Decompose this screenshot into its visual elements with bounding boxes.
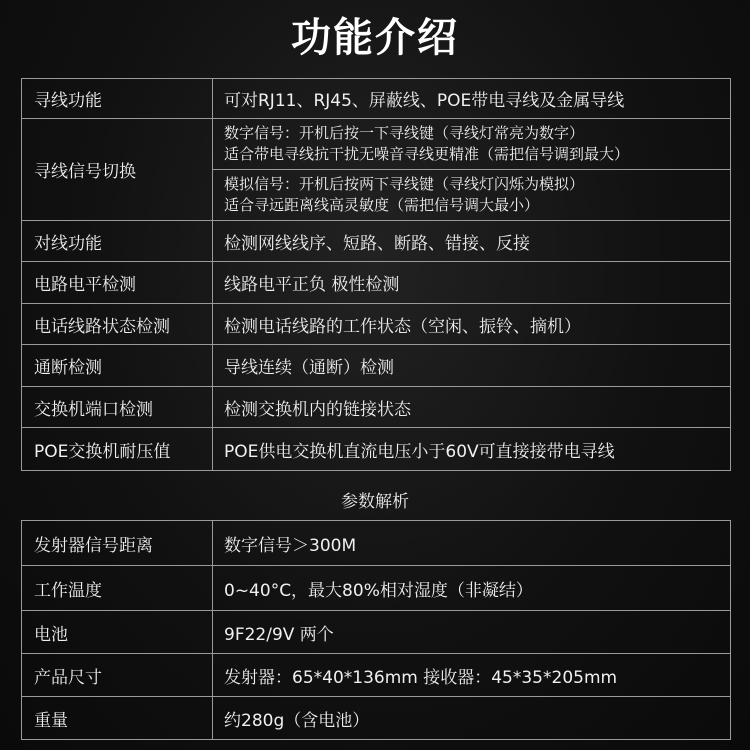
row-label: 电池 [22,611,213,654]
row-value: POE供电交换机直流电压小于60V可直接接带电寻线 [213,428,731,471]
row-label: 交换机端口检测 [22,387,213,428]
row-value-digital [213,119,731,170]
analog-line-2: 适合寻远距离线高灵敏度（需把信号调大最小） [224,196,540,214]
row-label: 电话线路状态检测 [22,304,213,345]
params-section-title: 参数解析 [341,492,409,512]
table-row [22,387,731,428]
row-value: 可对RJ11、RJ45、屏蔽线、POE带电寻线及金属导线 [213,79,731,119]
table-row [22,79,731,119]
row-label: 对线功能 [22,221,213,262]
row-value: 9F22/9V 两个 [213,611,731,654]
row-value: 0~40°C，最大80%相对湿度（非凝结） [213,566,731,611]
table-row [22,221,731,262]
row-value: 检测电话线路的工作状态（空闲、振铃、摘机） [213,304,731,345]
row-value: 导线连续（通断）检测 [213,345,731,387]
row-value: 线路电平正负 极性检测 [213,262,731,304]
row-value: 数字信号＞300M [213,521,731,566]
row-value: 检测交换机内的链接状态 [213,387,731,428]
row-label: 重量 [22,697,213,740]
row-label: 电路电平检测 [22,262,213,304]
row-label: 寻线功能 [22,79,213,119]
table-row [22,611,731,654]
features-table [21,78,731,471]
row-label: 产品尺寸 [22,654,213,697]
page-title: 功能介绍 [291,15,459,61]
table-row [22,654,731,697]
table-row [22,521,731,566]
row-value: 检测网线线序、短路、断路、错接、反接 [213,221,731,262]
table-row [22,119,731,170]
analog-line-1: 模拟信号：开机后按两下寻线键（寻线灯闪烁为模拟） [224,175,585,193]
table-row [22,697,731,740]
row-label: 通断检测 [22,345,213,387]
params-table [21,520,731,740]
row-label: 发射器信号距离 [22,521,213,566]
row-label: POE交换机耐压值 [22,428,213,471]
table-row [22,566,731,611]
row-label: 工作温度 [22,566,213,611]
row-value: 发射器：65*40*136mm 接收器：45*35*205mm [213,654,731,697]
digital-line-2: 适合带电寻线抗干扰无噪音寻线更精准（需把信号调到最大） [224,145,630,163]
table-row [22,262,731,304]
row-value: 约280g（含电池） [213,697,731,740]
table-row [22,428,731,471]
table-row [22,345,731,387]
row-value-analog [213,170,731,221]
row-label: 寻线信号切换 [22,119,213,221]
table-row [22,304,731,345]
digital-line-1: 数字信号：开机后按一下寻线键（寻线灯常亮为数字） [224,124,585,142]
